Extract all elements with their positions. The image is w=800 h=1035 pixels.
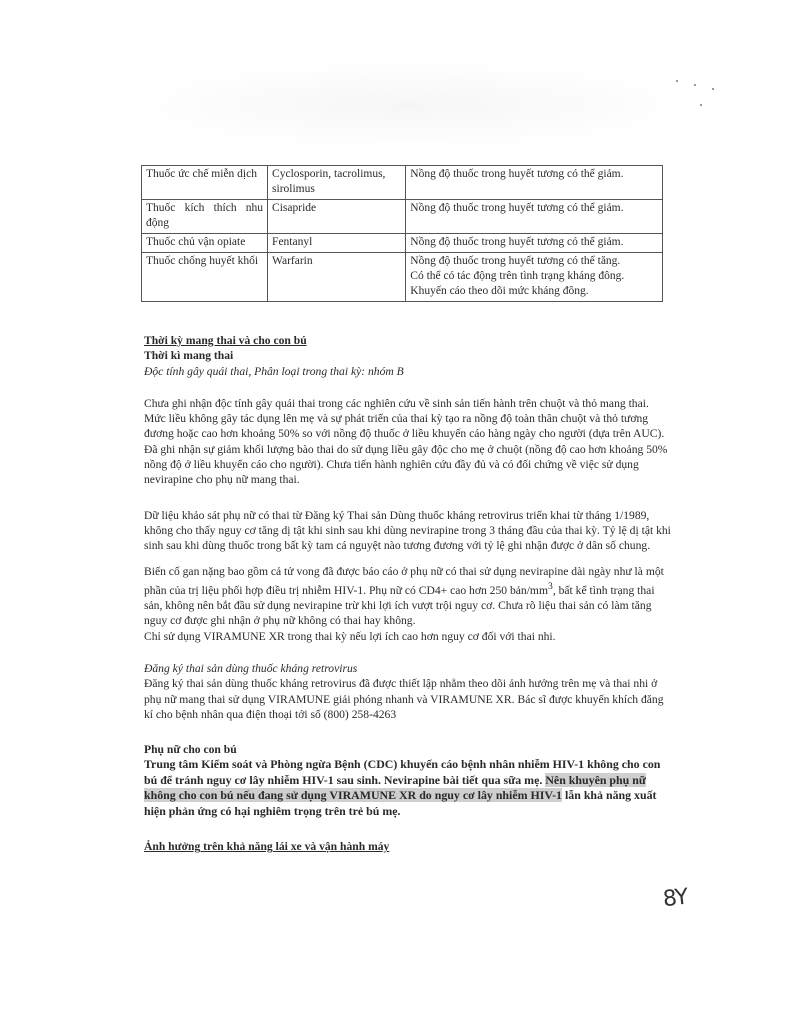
drug-name-cell: Fentanyl [268,234,406,253]
drug-interaction-table [141,165,663,302]
drug-class-cell: Thuốc chống huyết khối [142,253,268,302]
drug-class-cell: Thuốc kích thích nhu động [142,200,268,234]
handwritten-initials: 8Y [661,884,688,913]
pregnancy-paragraph-1: Chưa ghi nhận độc tính gây quái thai trong các nghiên cứu về sinh sản tiến hành trên chuột và thỏ mang thai. Mức liều không gây tác dụng lên mẹ và sự phát triển của thai kỳ tạo ra nồng độ toàn thân chuột và thỏ tương đương hoặc cao hơn khoảng 50% so với nồng độ thuốc ở liều khuyến cáo hàng ngày cho người (dựa trên AUC). Đã ghi nhận sự giảm khối lượng bào thai do sử dụng liều gây độc cho mẹ ở chuột (nồng độ cao hơn khoảng 50% nồng độ ở liều khuyến cáo cho người). Chưa tiến hành nghiên cứu đầy đủ và có đối chứng về việc sử dụng nevirapine cho phụ nữ mang thai. [144,396,668,487]
scan-speck [700,104,702,106]
scan-shadow [110,60,710,150]
pregnancy-paragraph-2: Dữ liệu khảo sát phụ nữ có thai từ Đăng ký Thai sản Dùng thuốc kháng retrovirus triển khai từ tháng 1/1989, không cho thấy nguy cơ tăng dị tật khi sinh sau khi dùng nevirapine trong 3 tháng đầu của thai kỳ. Tỷ lệ dị tật khi sinh sau khi dùng thuốc trong bất kỳ tam cá nguyệt nào tương đương với tỷ lệ ghi nhận được ở dân số chung. [144,508,671,553]
drug-name-cell: Warfarin [268,253,406,302]
table-row [142,200,663,234]
scan-speck [676,80,678,82]
effect-line: Nồng độ thuốc trong huyết tương có thể giảm. [410,168,624,180]
effect-line: Có thể có tác động trên tình trạng kháng đông. [410,270,625,282]
highlighted-warning: Nên khuyên phụ nữ không cho con bú nếu đang sử dụng VIRAMUNE XR do nguy cơ lây nhiễm HIV-1 [144,772,646,803]
table-row [142,234,663,253]
scan-speck [694,84,696,86]
drug-name-cell: Cyclosporin, tacrolimus, sirolimus [268,166,406,200]
effect-line: Nồng độ thuốc trong huyết tương có thể giảm. [410,236,624,248]
effect-line: Nồng độ thuốc trong huyết tương có thể giảm. [410,202,624,214]
breastfeeding-title: Phụ nữ cho con bú [144,743,237,757]
table-row [142,253,663,302]
effect-cell [406,253,663,302]
registry-paragraph: Đăng ký thai sản dùng thuốc kháng retrovirus đã được thiết lập nhằm theo dõi ảnh hưởng trên mẹ và thai nhi ở phụ nữ mang thai sử dụng VIRAMUNE giải phóng nhanh và VIRAMUNE XR. Bác sĩ được khuyến khích đăng kí cho bệnh nhân qua điện thoại tới số (800) 258-4263 [144,677,664,721]
pregnancy-paragraph-4: Chỉ sử dụng VIRAMUNE XR trong thai kỳ nếu lợi ích cao hơn nguy cơ đối với thai nhi. [144,629,556,643]
pregnancy-paragraph-3: Biến cố gan nặng bao gồm cả tử vong đã được báo cáo ở phụ nữ có thai sử dụng nevirapine dài ngày như là một phần của trị liệu phối hợp điều trị nhiễm HIV-1. Phụ nữ có CD4+ cao hơn 250 bản/$mm^3$, bất kể tình trạng thai sản, không nên bắt đầu sử dụng nevirapine trừ khi lợi ích vượt trội nguy cơ. Chưa rõ liệu thai sản có làm tăng nguy cơ được ghi nhận ở phụ nữ không có thai hay không. [144,564,664,628]
effect-cell [406,234,663,253]
effect-cell [406,166,663,200]
drug-name-cell: Cisapride [268,200,406,234]
subsection-title-pregnancy: Thời kì mang thai [144,349,234,363]
effect-line: Khuyến cáo theo dõi mức kháng đông. [410,285,589,297]
drug-class-cell: Thuốc chủ vận opiate [142,234,268,253]
drug-class-cell: Thuốc ức chế miễn dịch [142,166,268,200]
scan-speck [712,88,714,90]
pregnancy-category: Độc tính gây quái thai, Phân loại trong thai kỳ: nhóm B [144,364,404,378]
effect-line: Nồng độ thuốc trong huyết tương có thể tăng. [410,255,621,267]
document-body [144,333,672,855]
effect-cell [406,200,663,234]
driving-section-title: Ảnh hưởng trên khả năng lái xe và vận hành máy [144,840,390,854]
table-row [142,166,663,200]
registry-title: Đăng ký thai sản dùng thuốc kháng retrovirus [144,661,358,675]
breastfeeding-paragraph: Trung tâm Kiểm soát và Phòng ngừa Bệnh (CDC) khuyến cáo bệnh nhân nhiễm HIV-1 không cho con bú để tránh nguy cơ lây nhiễm HIV-1 sau sinh. Nevirapine bài tiết qua sữa mẹ. Nên khuyên phụ nữ không cho con bú nếu đang sử dụng VIRAMUNE XR do nguy cơ lây nhiễm HIV-1 lẫn khả năng xuất hiện phản ứng có hại nghiêm trọng trên trẻ bú mẹ. [144,757,661,818]
section-title-pregnancy-lactation: Thời kỳ mang thai và cho con bú [144,334,307,347]
